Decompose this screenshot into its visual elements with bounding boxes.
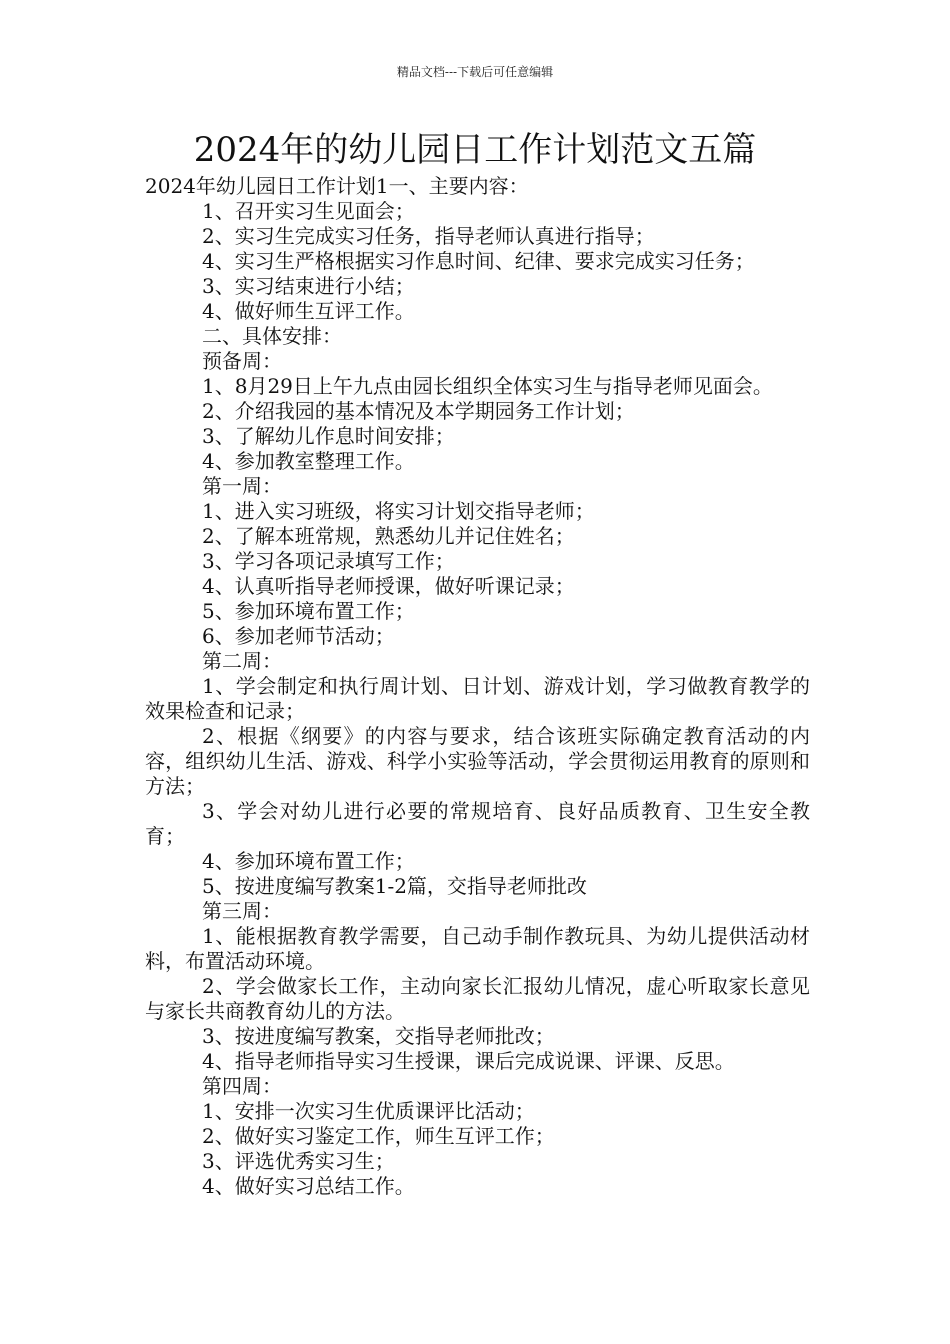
paragraph-line: 2、了解本班常规，熟悉幼儿并记住姓名；: [202, 524, 575, 548]
paragraph-line: 1、安排一次实习生优质课评比活动；: [202, 1099, 535, 1123]
document-title: 2024年的幼儿园日工作计划范文五篇: [193, 130, 757, 170]
paragraph-line: 2、做好实习鉴定工作，师生互评工作；: [202, 1124, 555, 1148]
paragraph-line: 2024年幼儿园日工作计划1一、主要内容：: [145, 174, 529, 198]
paragraph-line: 4、参加教室整理工作。: [202, 449, 415, 473]
paragraph-line: 5、参加环境布置工作；: [202, 599, 415, 623]
paragraph-line: 预备周：: [202, 349, 282, 373]
paragraph-line: 2、介绍我园的基本情况及本学期园务工作计划；: [202, 399, 635, 423]
paragraph-line: 1、8月29日上午九点由园长组织全体实习生与指导老师见面会。: [202, 374, 773, 398]
paragraph-line: 3、实习结束进行小结；: [202, 274, 415, 298]
paragraph-line: 3、按进度编写教案，交指导老师批改；: [202, 1024, 555, 1048]
paragraph-line: 4、指导老师指导实习生授课，课后完成说课、评课、反思。: [202, 1049, 735, 1073]
document-body: [145, 174, 810, 1199]
paragraph-line: 3、学习各项记录填写工作；: [202, 549, 455, 573]
paragraph-line: 2、根据《纲要》的内容与要求，结合该班实际确定教育活动的内容，组织幼儿生活、游戏、科学小实验等活动，学会贯彻运用教育的原则和方法；: [145, 724, 810, 798]
header-note: 精品文档---下载后可任意编辑: [396, 65, 554, 79]
paragraph-line: 4、做好师生互评工作。: [202, 299, 415, 323]
paragraph-line: 4、参加环境布置工作；: [202, 849, 415, 873]
paragraph-line: 第四周：: [202, 1074, 282, 1098]
paragraph-line: 3、了解幼儿作息时间安排；: [202, 424, 455, 448]
paragraph-line: 1、召开实习生见面会；: [202, 199, 415, 223]
paragraph-line: 6、参加老师节活动；: [202, 624, 395, 648]
paragraph-line: 4、做好实习总结工作。: [202, 1174, 415, 1198]
paragraph-line: 第一周：: [202, 474, 282, 498]
paragraph-line: 3、学会对幼儿进行必要的常规培育、良好品质教育、卫生安全教育；: [145, 799, 810, 848]
paragraph-line: 1、学会制定和执行周计划、日计划、游戏计划，学习做教育教学的效果检查和记录；: [145, 674, 810, 723]
paragraph-line: 5、按进度编写教案1-2篇，交指导老师批改: [202, 874, 587, 898]
paragraph-line: 4、实习生严格根据实习作息时间、纪律、要求完成实习任务；: [202, 249, 755, 273]
paragraph-line: 二、具体安排：: [202, 324, 342, 348]
paragraph-line: 3、评选优秀实习生；: [202, 1149, 395, 1173]
paragraph-line: 第二周：: [202, 649, 282, 673]
paragraph-line: 2、实习生完成实习任务，指导老师认真进行指导；: [202, 224, 655, 248]
paragraph-line: 1、进入实习班级，将实习计划交指导老师；: [202, 499, 595, 523]
paragraph-line: 2、学会做家长工作，主动向家长汇报幼儿情况，虚心听取家长意见与家长共商教育幼儿的方法。: [145, 974, 810, 1023]
paragraph-line: 4、认真听指导老师授课，做好听课记录；: [202, 574, 575, 598]
paragraph-line: 1、能根据教育教学需要，自己动手制作教玩具、为幼儿提供活动材料，布置活动环境。: [145, 924, 810, 973]
paragraph-line: 第三周：: [202, 899, 282, 923]
